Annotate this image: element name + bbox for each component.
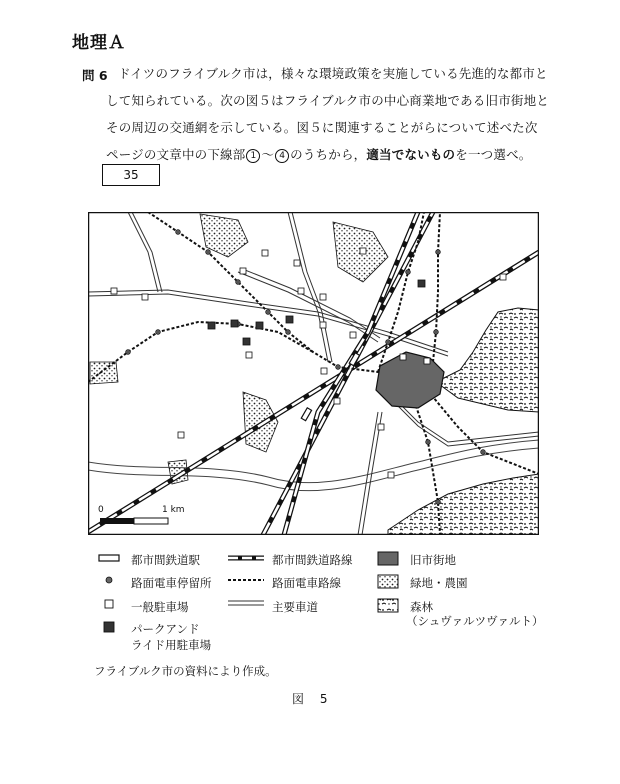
map-figure xyxy=(88,212,539,535)
legend-symbols-col1 xyxy=(98,550,122,640)
question-number: 問 6 xyxy=(82,68,108,83)
legend-park-ride-label-1: パークアンド xyxy=(131,622,200,636)
source-note: フライブルク市の資料により作成。 xyxy=(94,664,277,678)
emphasis-text: 適当でないもの xyxy=(366,147,456,162)
legend-forest-label-2: （シュヴァルツヴァルト） xyxy=(406,614,544,628)
figure-label: 図 5 xyxy=(292,692,334,706)
legend-symbols-col2 xyxy=(226,550,266,610)
scale-zero: 0 xyxy=(98,505,104,515)
subject-title: 地理Ａ xyxy=(72,33,126,53)
question-line-4 xyxy=(106,148,531,163)
legend-railway-label: 都市間鉄道路線 xyxy=(272,553,353,567)
question-line-2: して知られている。次の図５はフライブルク市の中心商業地である旧市街地と xyxy=(106,93,550,108)
map-svg xyxy=(88,212,539,535)
legend-forest-label-1: 森林 xyxy=(410,600,433,614)
legend-tram-stop-label: 路面電車停留所 xyxy=(131,576,212,590)
question-line-3: その周辺の交通網を示している。図５に関連することがらについて述べた次 xyxy=(106,120,538,135)
legend-parking-label: 一般駐車場 xyxy=(131,600,189,614)
legend-station-label: 都市間鉄道駅 xyxy=(131,553,200,567)
scale-label: 1 km xyxy=(162,505,185,515)
circled-number-1: 1 xyxy=(246,149,260,163)
tilde: ～ xyxy=(261,147,275,162)
forest-area xyxy=(388,474,539,535)
question-line-1: ドイツのフライブルク市は，様々な環境政策を実施している先進的な都市と xyxy=(118,66,548,81)
legend-park-ride-label-2: ライド用駐車場 xyxy=(131,638,212,652)
question-line-4-text: ページの文章中の下線部 xyxy=(106,147,246,162)
after-circles-text: のうちから， xyxy=(290,147,367,162)
answer-box[interactable]: 35 xyxy=(102,164,160,186)
legend-old-town-label: 旧市街地 xyxy=(410,553,456,567)
scale-bar xyxy=(100,518,168,524)
tail-text: を一つ選べ。 xyxy=(455,147,532,162)
forest-area xyxy=(436,308,539,412)
legend-main-road-label: 主要車道 xyxy=(272,600,318,614)
legend-green-label: 緑地・農園 xyxy=(410,576,468,590)
legend-symbols-col3 xyxy=(376,548,402,618)
green-area xyxy=(90,362,118,384)
legend-tram-line-label: 路面電車路線 xyxy=(272,576,341,590)
circled-number-4: 4 xyxy=(275,149,289,163)
